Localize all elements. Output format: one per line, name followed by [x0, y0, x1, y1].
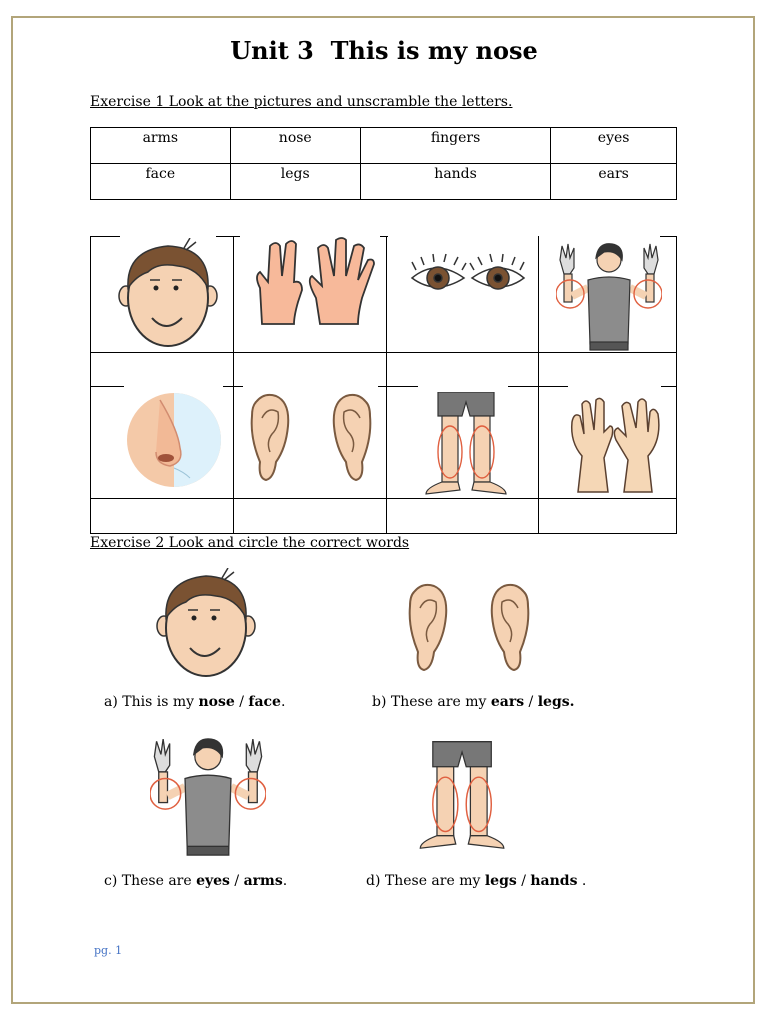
word-cell: eyes [551, 128, 677, 164]
word-option[interactable]: legs [484, 873, 517, 889]
word-option[interactable]: nose [198, 694, 235, 710]
eyes-picture [408, 252, 528, 304]
word-cell: legs [230, 164, 360, 200]
word-option[interactable]: hands [530, 873, 578, 889]
hands-picture [568, 392, 662, 494]
ears-picture [404, 582, 534, 678]
word-table [90, 127, 677, 200]
sentence-end: . [282, 873, 288, 889]
word-cell: hands [360, 164, 550, 200]
legs-picture [414, 738, 508, 854]
separator: / [229, 873, 244, 889]
sentence-end: . [280, 694, 286, 710]
word-cell: fingers [360, 128, 550, 164]
sentence-text: a) This is my [104, 694, 199, 710]
word-cell: arms [91, 128, 231, 164]
word-cell: face [91, 164, 231, 200]
sentence-b [372, 694, 575, 710]
face-picture [156, 568, 256, 680]
arms-picture [150, 732, 266, 860]
word-option[interactable]: legs. [537, 694, 575, 710]
sentence-a [104, 694, 285, 710]
word-option[interactable]: ears [490, 694, 525, 710]
sentence-end: . [577, 873, 587, 889]
picture-grid [90, 236, 677, 534]
word-cell: nose [230, 128, 360, 164]
sentence-text: b) These are my [372, 694, 491, 710]
legs-picture [420, 392, 510, 496]
ears-picture [246, 392, 376, 488]
exercise1-heading: Exercise 1 Look at the pictures and unscramble the letters. [90, 94, 513, 110]
word-row [91, 128, 677, 164]
arms-picture [556, 240, 662, 352]
sentence-d [366, 873, 586, 889]
fingers-picture [250, 236, 380, 326]
sentence-text: d) These are my [366, 873, 485, 889]
sentence-text: c) These are [104, 873, 197, 889]
separator: / [234, 694, 249, 710]
page-number: pg. 1 [94, 944, 123, 957]
face-picture [118, 238, 218, 350]
separator: / [524, 694, 538, 710]
word-option[interactable]: arms [243, 873, 283, 889]
page-title: Unit 3 This is my nose [230, 36, 538, 65]
sentence-c [104, 873, 287, 889]
word-option[interactable]: eyes [196, 873, 230, 889]
word-cell: ears [551, 164, 677, 200]
nose-picture [126, 390, 222, 490]
word-option[interactable]: face [248, 694, 281, 710]
separator: / [516, 873, 531, 889]
word-row [91, 164, 677, 200]
exercise2-heading: Exercise 2 Look and circle the correct words [90, 535, 410, 551]
